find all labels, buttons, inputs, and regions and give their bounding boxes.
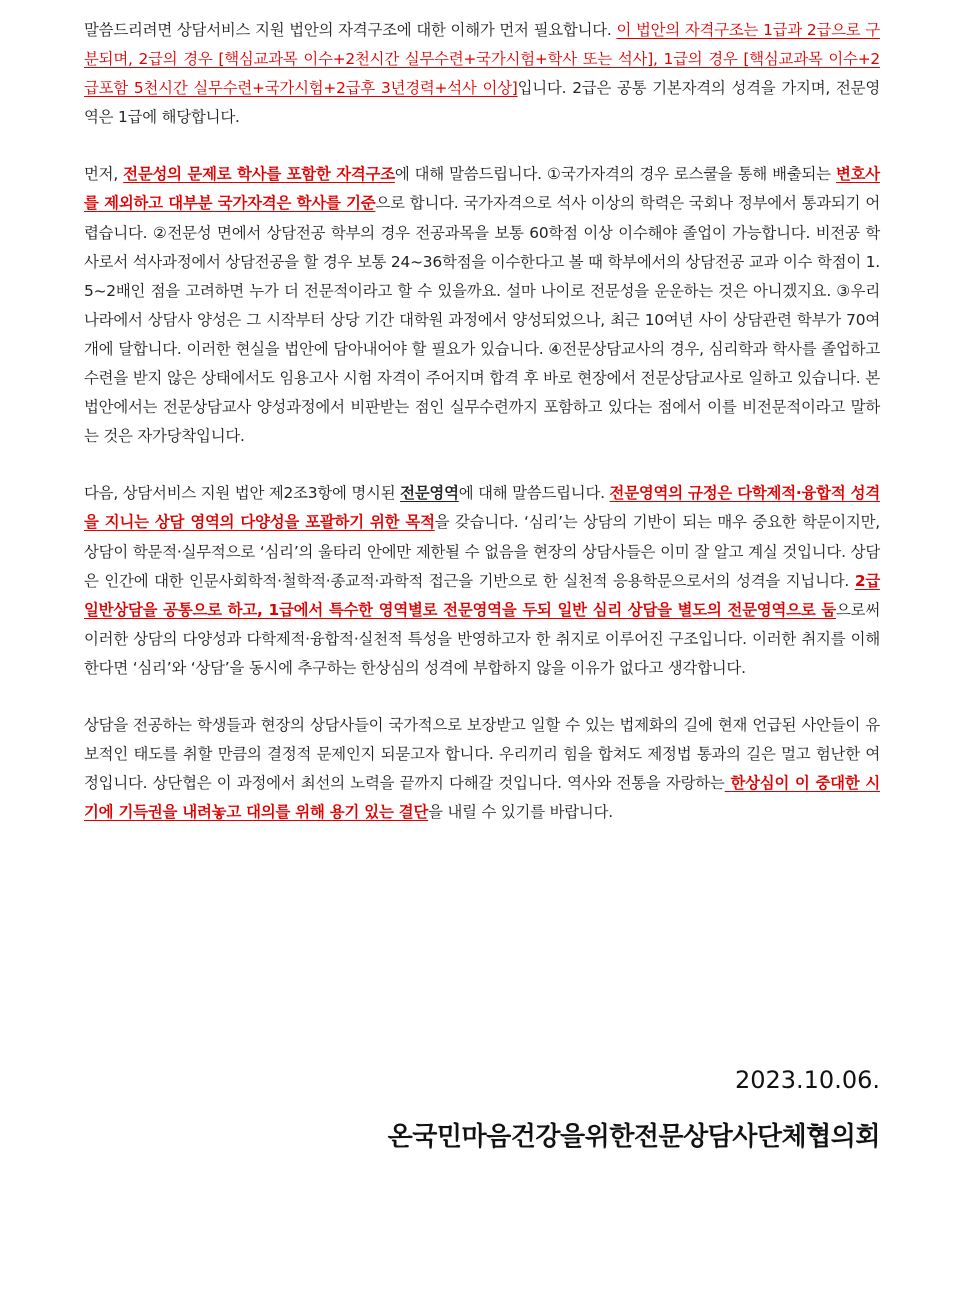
text: 말씀드리려면 상담서비스 지원 법안의 자격구조에 대한 이해가 먼저 필요합니다. xyxy=(84,21,617,39)
document-body xyxy=(84,16,880,855)
paragraph-professionalism xyxy=(84,160,880,451)
text: 에 대해 말씀드립니다. ①국가자격의 경우 로스쿨을 통해 배출되는 xyxy=(394,165,836,184)
paragraph-specialty-areas xyxy=(84,479,880,683)
emphasized-text: 전문영역 xyxy=(400,484,459,503)
paragraph-conclusion xyxy=(84,711,880,827)
text: 먼저, xyxy=(84,165,124,184)
highlighted-text: 한상심이 이 중대한 시기에 기득권을 내려놓고 대의를 위해 용기 있는 결단 xyxy=(84,774,881,822)
highlighted-text: 2급 일반상담을 공통으로 하고, 1급에서 특수한 영역별로 전문영역을 두되 일반 심리 상담을 별도의 전문영역으로 둠 xyxy=(84,571,880,619)
text: 다음, 상담서비스 지원 법안 제2조3항에 명시된 xyxy=(84,484,401,503)
paragraph-qualification-structure xyxy=(84,16,880,132)
highlighted-text: 전문성의 문제로 학사를 포함한 자격구조 xyxy=(123,165,395,184)
text: 으로써 이러한 상담의 다양성과 다학제적·융합적·실천적 특성을 반영하고자 한 취지로 이루어진 구조입니다. 이러한 취지를 이해한다면 ‘심리’와 ‘상담’을 동시에 추구하는 한상심의 성격에 부합하지 않을 이유가 없다고 생각합니다. xyxy=(84,600,880,677)
text: 상담을 전공하는 학생들과 현장의 상담사들이 국가적으로 보장받고 일할 수 있는 법제화의 길에 현재 언급된 사안들이 유보적인 태도를 취할 만큼의 결정적 문제인지 되묻고자 합니다. 우리끼리 힘을 합쳐도 제정법 통과의 길은 멀고 험난한 여정입니다. 상단협은 이 과정에서 최선의 노력을 끝까지 다해갈 것입니다. 역사와 전통을 자랑하는 xyxy=(84,715,880,793)
text: 을 갖습니다. ‘심리’는 상담의 기반이 되는 매우 중요한 학문이지만, 상담이 학문적·실무적으로 ‘심리’의 울타리 안에만 제한될 수 없음을 현장의 상담사들은 이미 잘 알고 계실 것입니다. 상담은 인간에 대한 인문사회학적·철학적·종교적·과학적 접근을 기반으로 한 실천적 응용학문으로서의 성격을 지닙니다. xyxy=(84,513,880,590)
text: 에 대해 말씀드립니다. xyxy=(458,484,610,503)
highlighted-text: 전문영역의 규정은 다학제적·융합적 성격을 지니는 상담 영역의 다양성을 포괄하기 위한 목적 xyxy=(84,484,881,532)
highlighted-text: 변호사를 제외하고 대부분 국가자격은 학사를 기준 xyxy=(84,165,880,213)
text: 입니다. 2급은 공통 기본자격의 성격을 가지며, 전문영역은 1급에 해당합니다. xyxy=(84,79,880,127)
organization-signature: 온국민마음건강을위한전문상담사단체협의회 xyxy=(387,1122,880,1152)
text: 으로 합니다. 국가자격으로 석사 이상의 학력은 국회나 정부에서 통과되기 어렵습니다. ②전문성 면에서 상담전공 학부의 경우 전공과목을 보통 60학점 이상 이수해야 졸업이 가능합니다. 비전공 학사로서 석사과정에서 상담전공을 할 경우 보통 24~36학점을 이수한다고 볼 때 학부에서의 상담전공 교과 이수 학점이 1.5~2배인 점을 고려하면 누가 더 전문적이라고 할 수 있을까요. 설마 나이로 전문성을 운운하는 것은 아니겠지요. ③우리나라에서 상담사 양성은 그 시작부터 상당 기간 대학원 과정에서 양성되었으나, 최근 10여년 사이 상담관련 학부가 70여개에 달합니다. 이러한 현실을 법안에 담아내어야 할 필요가 있습니다. ④전문상담교사의 경우, 심리학과 학사를 졸업하고 수련을 받지 않은 상태에서도 임용고사 시험 자격이 주어지며 합격 후 바로 현장에서 전문상담교사로 일하고 있습니다. 본 법안에서는 전문상담교사 양성과정에서 비판받는 점인 실무수련까지 포함하고 있다는 점에서 이를 비전문적이라고 말하는 것은 자가당착입니다. xyxy=(84,194,880,446)
text: 을 내릴 수 있기를 바랍니다. xyxy=(428,803,613,822)
document-date: 2023.10.06. xyxy=(734,1066,880,1094)
highlighted-text: 이 법안의 자격구조는 1급과 2급으로 구분되며, 2급의 경우 [핵심교과목 이수+2천시간 실무수련+국가시험+학사 또는 석사], 1급의 경우 [핵심교과목 이수+2급포함 5천시간 실무수련+국가시험+2급후 3년경력+석사 이상] xyxy=(84,21,880,98)
